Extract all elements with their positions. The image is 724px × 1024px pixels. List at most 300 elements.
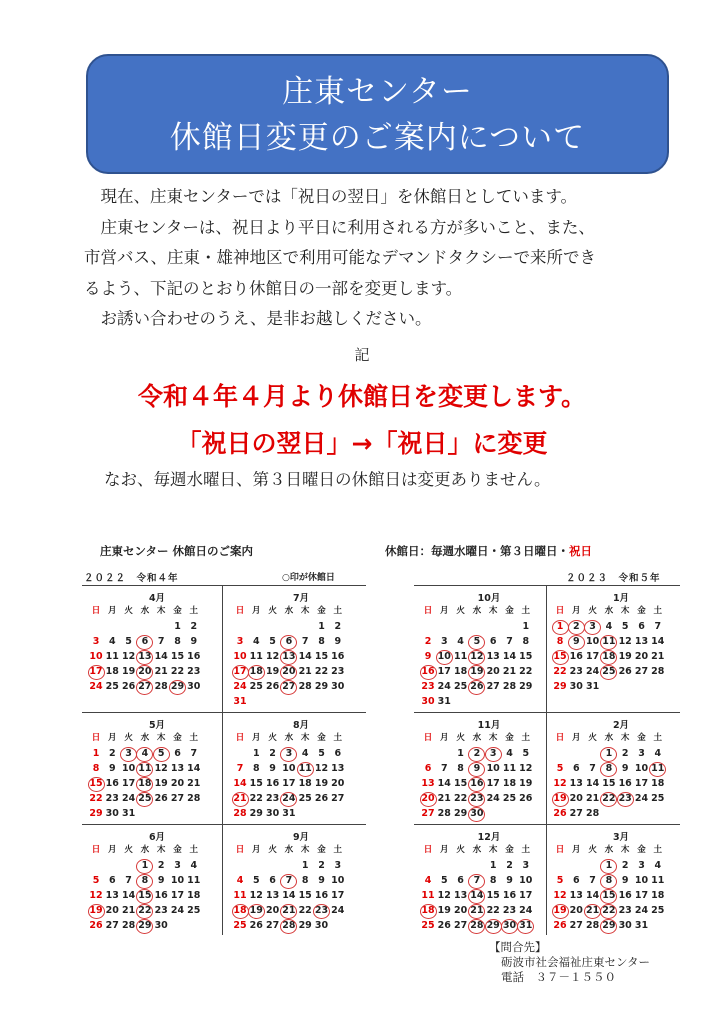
calendar-day: 21 bbox=[298, 666, 312, 677]
month-title: 9月 bbox=[292, 832, 310, 843]
calendar-day: 9 bbox=[621, 763, 629, 774]
calendar-day: 18 bbox=[138, 778, 152, 789]
calendar-day: 8 bbox=[522, 636, 530, 647]
calendar-day: 8 bbox=[174, 636, 181, 647]
weekday-header: 金 bbox=[317, 733, 326, 743]
calendar-day: 27 bbox=[282, 681, 296, 692]
calendar-day: 13 bbox=[486, 651, 500, 662]
calendar-day: 21 bbox=[651, 651, 665, 662]
weekday-header: 土 bbox=[653, 845, 663, 855]
calendar-day: 20 bbox=[170, 778, 185, 789]
calendar-day: 1 bbox=[552, 620, 568, 634]
calendar-day: 8 bbox=[92, 763, 100, 774]
calendar-day: 14 bbox=[651, 636, 665, 647]
calendar-day: 7 bbox=[236, 763, 244, 774]
calendar-day: 29 bbox=[553, 681, 567, 692]
month-4 bbox=[548, 590, 694, 702]
weekday-header: 木 bbox=[488, 733, 498, 743]
calendar-day: 31 bbox=[121, 808, 136, 819]
calendar-day: 1 bbox=[318, 621, 325, 632]
weekday-header: 月 bbox=[572, 845, 581, 855]
calendar-day: 15 bbox=[170, 651, 185, 662]
year-label-2022: ２０２２ 令和４年 bbox=[84, 573, 179, 584]
calendar-day: 23 bbox=[569, 666, 583, 677]
calendar-day: 17 bbox=[282, 778, 296, 789]
calendar-day: 28 bbox=[470, 920, 484, 931]
weekday-header: 日 bbox=[91, 733, 101, 743]
calendar-day: 31 bbox=[233, 696, 247, 707]
calendar-day: 6 bbox=[108, 875, 116, 886]
calendar-day: 11 bbox=[298, 763, 312, 774]
calendar-day: 10 bbox=[121, 763, 136, 774]
calendar-day: 29 bbox=[249, 808, 263, 819]
calendar-day: 16 bbox=[314, 890, 329, 901]
calendar-day: 25 bbox=[602, 666, 616, 677]
calendar-day: 15 bbox=[602, 778, 616, 789]
weekday-header: 金 bbox=[317, 606, 326, 616]
weekday-header: 日 bbox=[91, 845, 101, 855]
calendar-day: 30 bbox=[618, 920, 632, 931]
calendar-day: 18 bbox=[249, 666, 263, 677]
calendar-day: 4 bbox=[424, 875, 432, 886]
intro-line: 現在、庄東センターでは「祝日の翌日」を休館日としています。 bbox=[84, 187, 578, 206]
calendar-day: 29 bbox=[138, 920, 152, 931]
calendar-day: 24 bbox=[282, 793, 296, 804]
calendar-day: 27 bbox=[170, 793, 185, 804]
calendar-day: 18 bbox=[298, 778, 312, 789]
calendar-day: 23 bbox=[105, 793, 119, 804]
weekday-header: 火 bbox=[588, 606, 597, 616]
weekday-header: 土 bbox=[521, 733, 531, 743]
calendar-day: 10 bbox=[282, 763, 296, 774]
calendar-day: 17 bbox=[486, 778, 500, 789]
calendar-day: 28 bbox=[187, 793, 201, 804]
calendar-day: 4 bbox=[236, 875, 244, 886]
calendar-day: 26 bbox=[89, 920, 103, 931]
calendar-day: 3 bbox=[121, 747, 137, 761]
weekday-header: 水 bbox=[284, 845, 294, 855]
month-title: 5月 bbox=[148, 720, 166, 731]
calendar-day: 22 bbox=[298, 905, 312, 916]
weekday-header: 木 bbox=[620, 606, 630, 616]
calendar-day: 28 bbox=[233, 808, 247, 819]
calendar-day: 16 bbox=[618, 778, 632, 789]
calendar-day: 1 bbox=[174, 621, 181, 632]
calendar-day: 19 bbox=[437, 905, 451, 916]
calendar-day: 10 bbox=[486, 763, 500, 774]
weekday-header: 月 bbox=[108, 845, 117, 855]
calendar-day: 3 bbox=[236, 636, 244, 647]
calendar-day: 1 bbox=[92, 748, 100, 759]
calendar-day: 3 bbox=[485, 747, 501, 761]
weekday-header: 土 bbox=[189, 606, 199, 616]
calendar-day: 11 bbox=[249, 651, 263, 662]
calendar-day: 5 bbox=[92, 875, 100, 886]
weekday-header: 木 bbox=[156, 733, 166, 743]
calendar-day: 20 bbox=[569, 793, 583, 804]
calendar-day: 15 bbox=[138, 890, 152, 901]
month-title: 7月 bbox=[292, 593, 310, 604]
calendar-day: 26 bbox=[121, 681, 136, 692]
calendar-day: 25 bbox=[187, 905, 201, 916]
calendar-day: 14 bbox=[233, 778, 247, 789]
calendar-day: 25 bbox=[651, 793, 665, 804]
calendar-day: 4 bbox=[301, 748, 309, 759]
month-6 bbox=[228, 717, 374, 829]
calendar-day: 26 bbox=[470, 681, 484, 692]
weekday-header: 日 bbox=[555, 733, 565, 743]
calendar-day: 29 bbox=[602, 920, 616, 931]
weekday-header: 木 bbox=[300, 845, 310, 855]
calendar-day: 16 bbox=[421, 666, 435, 677]
calendar-day: 30 bbox=[154, 920, 168, 931]
calendar-day: 4 bbox=[506, 748, 513, 759]
calendar-day: 11 bbox=[187, 875, 201, 886]
contact-heading: 【問合先】 bbox=[489, 940, 547, 954]
calendar-day: 6 bbox=[424, 763, 432, 774]
calendar-day: 10 bbox=[331, 875, 345, 886]
weekday-header: 月 bbox=[108, 733, 117, 743]
calendar-day: 8 bbox=[318, 636, 325, 647]
calendar-day: 17 bbox=[170, 890, 185, 901]
calendar-day: 27 bbox=[569, 920, 583, 931]
calendar-day: 1 bbox=[457, 748, 464, 759]
headline-detail: 「祝日の翌日」→「祝日」に変更 bbox=[176, 429, 548, 458]
calendar-day: 15 bbox=[298, 890, 312, 901]
weekday-header: 日 bbox=[235, 845, 245, 855]
calendar-day: 22 bbox=[89, 793, 103, 804]
calendar-day: 9 bbox=[190, 636, 198, 647]
calendar-day: 5 bbox=[252, 875, 260, 886]
calendar-day: 13 bbox=[105, 890, 119, 901]
calendar-day: 7 bbox=[469, 874, 485, 888]
calendar-day: 2 bbox=[506, 860, 513, 871]
calendar-day: 19 bbox=[265, 666, 280, 677]
calendar-day: 17 bbox=[634, 890, 649, 901]
closed-days-prefix: 休館日：毎週水曜日・第３日曜日・ bbox=[385, 544, 569, 558]
calendar-day: 12 bbox=[154, 763, 168, 774]
calendar-day: 26 bbox=[618, 666, 632, 677]
calendar-day: 6 bbox=[489, 636, 497, 647]
calendar-day: 10 bbox=[170, 875, 185, 886]
month-5 bbox=[84, 717, 230, 829]
weekday-header: 火 bbox=[268, 733, 277, 743]
calendar-day: 12 bbox=[265, 651, 280, 662]
calendar-day: 12 bbox=[437, 890, 451, 901]
calendar-day: 24 bbox=[331, 905, 345, 916]
month-11 bbox=[416, 829, 562, 941]
calendar-day: 24 bbox=[634, 793, 649, 804]
calendar-day: 7 bbox=[125, 875, 132, 886]
weekday-header: 火 bbox=[588, 733, 597, 743]
calendar-day: 31 bbox=[519, 920, 533, 931]
calendar-day: 10 bbox=[585, 636, 600, 647]
calendar-day: 19 bbox=[519, 778, 533, 789]
weekday-header: 火 bbox=[456, 845, 465, 855]
calendar-day: 27 bbox=[634, 666, 649, 677]
calendar-day: 12 bbox=[470, 651, 484, 662]
calendar-day: 7 bbox=[157, 636, 165, 647]
weekday-header: 月 bbox=[440, 845, 449, 855]
calendar-day: 11 bbox=[651, 875, 665, 886]
calendar-day: 11 bbox=[602, 636, 616, 647]
intro-line: 市営バス、庄東・雄神地区で利用可能なデマンドタクシーで来所でき bbox=[84, 248, 596, 267]
calendar-day: 12 bbox=[519, 763, 533, 774]
calendar-day: 21 bbox=[437, 793, 451, 804]
calendar-day: 16 bbox=[105, 778, 119, 789]
calendar-day: 23 bbox=[265, 793, 280, 804]
calendar-day: 11 bbox=[421, 890, 435, 901]
intro-line: るよう、下記のとおり休館日の一部を変更します。 bbox=[84, 278, 463, 298]
calendar-day: 12 bbox=[314, 763, 329, 774]
weekday-header: 金 bbox=[505, 845, 514, 855]
calendar-day: 28 bbox=[298, 681, 312, 692]
calendar-day: 20 bbox=[138, 666, 152, 677]
calendar-day: 31 bbox=[282, 808, 296, 819]
weekday-header: 木 bbox=[300, 606, 310, 616]
contact-org: 砺波市社会福祉庄東センター bbox=[501, 955, 651, 969]
calendar-day: 23 bbox=[470, 793, 484, 804]
calendar-day: 8 bbox=[301, 875, 309, 886]
calendar-day: 18 bbox=[502, 778, 517, 789]
calendar-day: 28 bbox=[282, 920, 296, 931]
contact-phone: 電話 ３７－１５５０ bbox=[501, 970, 616, 984]
calendar-day: 1 bbox=[252, 748, 260, 759]
title-line-2: 休館日変更のご案内について bbox=[169, 120, 586, 156]
calendar-day: 22 bbox=[138, 905, 152, 916]
calendar-day: 3 bbox=[334, 860, 342, 871]
calendar-day: 31 bbox=[437, 696, 451, 707]
calendar-day: 17 bbox=[519, 890, 533, 901]
weekday-header: 金 bbox=[637, 733, 646, 743]
calendar-day: 15 bbox=[519, 651, 533, 662]
calendar-day: 2 bbox=[469, 747, 485, 761]
calendar-day: 4 bbox=[605, 621, 613, 632]
calendar-day: 2 bbox=[334, 621, 342, 632]
calendar-day: 9 bbox=[424, 651, 432, 662]
weekday-header: 土 bbox=[521, 845, 531, 855]
weekday-header: 木 bbox=[488, 845, 498, 855]
calendar-day: 2 bbox=[424, 636, 432, 647]
weekday-header: 土 bbox=[189, 733, 199, 743]
calendar-day: 12 bbox=[553, 890, 567, 901]
month-title: 1月 bbox=[612, 593, 630, 604]
calendar-day: 12 bbox=[618, 636, 632, 647]
weekday-header: 日 bbox=[91, 606, 101, 616]
calendar-day: 26 bbox=[553, 808, 567, 819]
weekday-header: 水 bbox=[472, 733, 482, 743]
calendar-day: 15 bbox=[486, 890, 500, 901]
calendar-day: 25 bbox=[453, 681, 468, 692]
calendar-day: 27 bbox=[421, 808, 435, 819]
weekday-header: 月 bbox=[440, 733, 449, 743]
weekday-header: 日 bbox=[423, 606, 433, 616]
calendar-day: 12 bbox=[121, 651, 136, 662]
weekday-header: 水 bbox=[140, 733, 150, 743]
calendar-day: 21 bbox=[154, 666, 168, 677]
calendar-day: 2 bbox=[621, 860, 629, 871]
calendar-day: 30 bbox=[314, 920, 329, 931]
calendar-day: 23 bbox=[618, 905, 632, 916]
calendar-day: 26 bbox=[437, 920, 451, 931]
calendar-day: 7 bbox=[190, 748, 198, 759]
calendar-day: 24 bbox=[121, 793, 136, 804]
calendar-day: 30 bbox=[569, 681, 583, 692]
month-title: 10月 bbox=[477, 593, 501, 604]
calendar-day: 23 bbox=[331, 666, 345, 677]
calendar-day: 6 bbox=[638, 621, 645, 632]
calendar-day: 7 bbox=[589, 875, 596, 886]
intro-line: お誘い合わせのうえ、是非お越しください。 bbox=[84, 309, 432, 328]
calendar-day: 3 bbox=[585, 620, 601, 634]
calendar-day: 28 bbox=[502, 681, 517, 692]
calendar-day: 22 bbox=[602, 905, 616, 916]
calendar-day: 4 bbox=[654, 860, 662, 871]
calendar-day: 15 bbox=[553, 651, 567, 662]
calendar-day: 20 bbox=[453, 905, 468, 916]
calendar-day: 6 bbox=[572, 763, 580, 774]
calendar-day: 12 bbox=[89, 890, 103, 901]
calendar-day: 20 bbox=[569, 905, 583, 916]
calendar-day: 14 bbox=[502, 651, 517, 662]
month-10 bbox=[228, 829, 374, 941]
month-2 bbox=[228, 590, 374, 707]
calendar-day: 5 bbox=[153, 747, 169, 761]
calendar-day: 30 bbox=[470, 808, 484, 819]
calendar-day: 7 bbox=[301, 636, 309, 647]
calendar-day: 24 bbox=[634, 905, 649, 916]
calendar-day: 20 bbox=[634, 651, 649, 662]
calendar-day: 18 bbox=[453, 666, 468, 677]
calendar-day: 21 bbox=[585, 905, 600, 916]
calendar-day: 4 bbox=[654, 748, 662, 759]
calendar-day: 1 bbox=[522, 621, 530, 632]
calendar-day: 29 bbox=[453, 808, 468, 819]
calendar-day: 24 bbox=[585, 666, 600, 677]
weekday-header: 火 bbox=[268, 606, 277, 616]
weekday-header: 土 bbox=[653, 606, 663, 616]
calendar-day: 5 bbox=[522, 748, 530, 759]
calendar-day: 29 bbox=[486, 920, 500, 931]
calendar-day: 14 bbox=[585, 890, 600, 901]
calendar-day: 5 bbox=[318, 748, 325, 759]
calendar-day: 13 bbox=[265, 890, 280, 901]
weekday-header: 金 bbox=[173, 606, 182, 616]
calendar-day: 19 bbox=[618, 651, 632, 662]
calendar-day: 16 bbox=[154, 890, 168, 901]
calendar-day: 6 bbox=[457, 875, 464, 886]
calendar-day: 16 bbox=[331, 651, 345, 662]
calendar-day: 9 bbox=[506, 875, 513, 886]
calendar-day: 7 bbox=[440, 763, 448, 774]
calendar-day: 25 bbox=[249, 681, 263, 692]
calendar-day: 27 bbox=[486, 681, 500, 692]
calendar-day: 20 bbox=[105, 905, 119, 916]
calendar-day: 30 bbox=[421, 696, 435, 707]
calendar-day: 8 bbox=[489, 875, 497, 886]
calendar-day: 11 bbox=[651, 763, 665, 774]
calendar-day: 28 bbox=[121, 920, 136, 931]
month-title: 8月 bbox=[292, 720, 310, 731]
calendar-day: 23 bbox=[421, 681, 435, 692]
weekday-header: 水 bbox=[472, 845, 482, 855]
legend-text: ○印が休館日 bbox=[282, 573, 335, 583]
calendar-day: 19 bbox=[121, 666, 136, 677]
headline-change: 令和４年４月より休館日を変更します。 bbox=[137, 382, 586, 411]
calendar-day: 24 bbox=[89, 681, 103, 692]
calendar-day: 11 bbox=[453, 651, 468, 662]
weekday-header: 木 bbox=[620, 733, 630, 743]
calendar-day: 12 bbox=[249, 890, 263, 901]
calendar-day: 29 bbox=[298, 920, 312, 931]
calendar-day: 20 bbox=[282, 666, 296, 677]
calendar-day: 29 bbox=[314, 681, 329, 692]
calendar-day: 29 bbox=[170, 681, 185, 692]
ki-label: 記 bbox=[354, 346, 370, 364]
calendar-day: 5 bbox=[469, 635, 485, 649]
calendar-day: 14 bbox=[585, 778, 600, 789]
weekday-header: 木 bbox=[156, 845, 166, 855]
intro-text bbox=[84, 182, 684, 335]
calendar-day: 9 bbox=[318, 875, 325, 886]
calendar-day: 4 bbox=[108, 636, 116, 647]
calendar-day: 28 bbox=[154, 681, 168, 692]
closed-days-label bbox=[385, 543, 592, 559]
calendar-day: 14 bbox=[298, 651, 312, 662]
calendar-day: 23 bbox=[314, 905, 329, 916]
calendar-day: 1 bbox=[137, 859, 153, 873]
weekday-header: 月 bbox=[108, 606, 117, 616]
weekday-header: 土 bbox=[653, 733, 663, 743]
weekday-header: 月 bbox=[572, 606, 581, 616]
calendar-day: 9 bbox=[108, 763, 116, 774]
calendar-day: 5 bbox=[556, 875, 564, 886]
calendar-day: 30 bbox=[187, 681, 201, 692]
calendar-day: 13 bbox=[138, 651, 152, 662]
calendar-day: 3 bbox=[440, 636, 448, 647]
calendar-day: 14 bbox=[154, 651, 168, 662]
calendar-day: 26 bbox=[265, 681, 280, 692]
calendar-day: 14 bbox=[121, 890, 136, 901]
calendar-day: 24 bbox=[486, 793, 500, 804]
calendar-day: 29 bbox=[519, 681, 533, 692]
calendar-day: 30 bbox=[331, 681, 345, 692]
calendar-day: 19 bbox=[154, 778, 168, 789]
weekday-header: 土 bbox=[189, 845, 199, 855]
calendar-day: 26 bbox=[249, 920, 263, 931]
calendar-day: 4 bbox=[457, 636, 464, 647]
year-label-2023: ２０２３ 令和５年 bbox=[566, 573, 661, 584]
calendar-day: 1 bbox=[301, 860, 309, 871]
calendar-day: 17 bbox=[89, 666, 103, 677]
calendar-day: 13 bbox=[170, 763, 185, 774]
calendar-day: 12 bbox=[553, 778, 567, 789]
calendar-day: 20 bbox=[265, 905, 280, 916]
calendar-day: 16 bbox=[569, 651, 583, 662]
calendar-day: 16 bbox=[502, 890, 517, 901]
weekday-header: 日 bbox=[423, 845, 433, 855]
calendar-day: 21 bbox=[585, 793, 600, 804]
calendar-title: 庄東センター 休館日のご案内 bbox=[100, 544, 254, 558]
calendar-day: 17 bbox=[437, 666, 451, 677]
month-3 bbox=[416, 590, 562, 707]
calendar-day: 3 bbox=[522, 860, 530, 871]
calendar-day: 9 bbox=[269, 763, 276, 774]
calendar-day: 19 bbox=[314, 778, 329, 789]
month-12 bbox=[548, 829, 694, 941]
calendar-day: 27 bbox=[105, 920, 119, 931]
month-title: 3月 bbox=[612, 832, 630, 843]
